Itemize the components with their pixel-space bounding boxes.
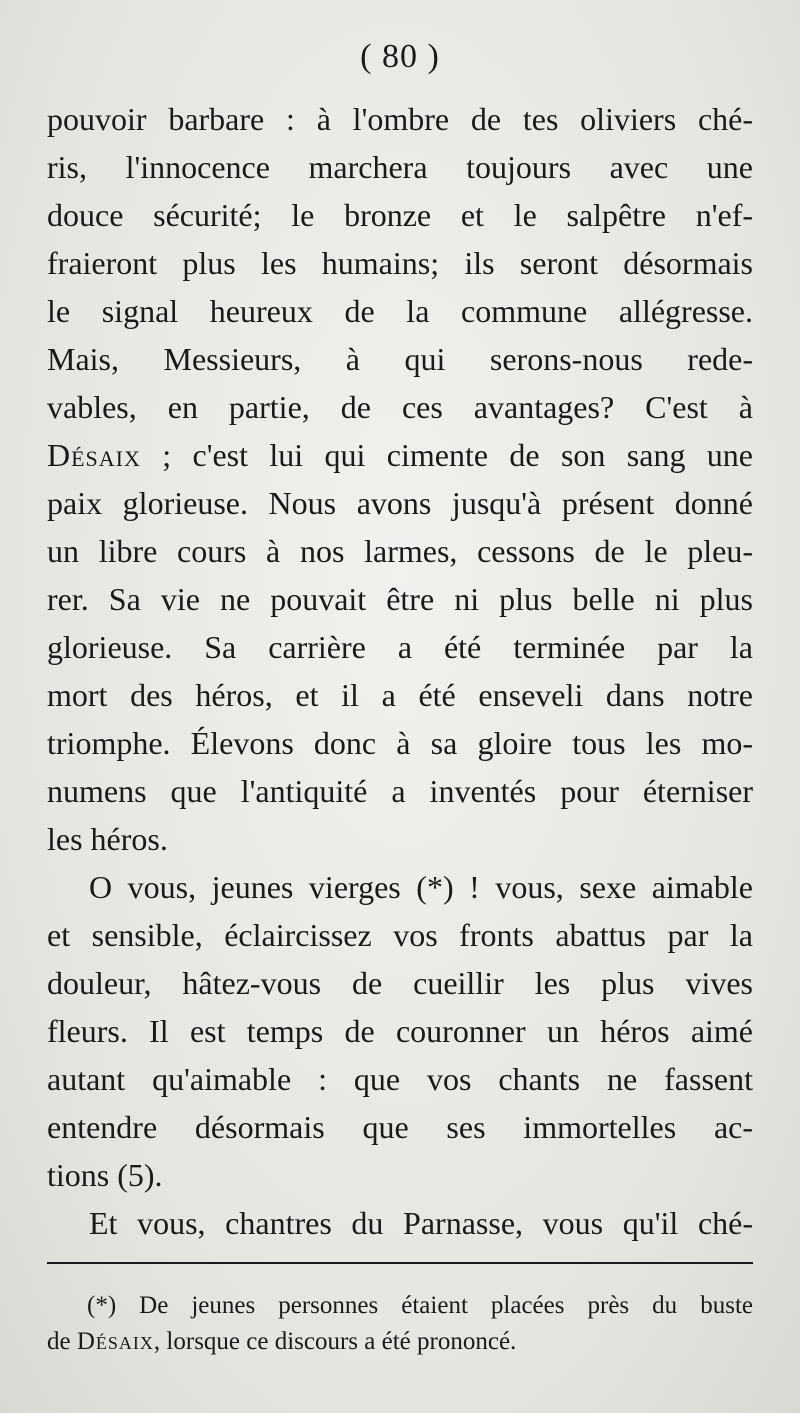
- text-line: douleur, hâtez-vous de cueillir les plus vives: [47, 965, 753, 1001]
- text-line: mort des héros, et il a été enseveli dans notre: [47, 677, 753, 713]
- footnote-line: [47, 1324, 753, 1360]
- text-line: rer. Sa vie ne pouvait être ni plus belle ni plus: [47, 581, 753, 617]
- text-line: autant qu'aimable : que vos chants ne fassent: [47, 1061, 753, 1097]
- text-line: tions (5).: [47, 1157, 163, 1193]
- text-line: pouvoir barbare : à l'ombre de tes oliviers ché-: [47, 101, 753, 137]
- footnote-line: (*) De jeunes personnes étaient placées près du buste: [87, 1292, 753, 1319]
- text-line: les héros.: [47, 821, 168, 857]
- text-line: glorieuse. Sa carrière a été terminée par la: [47, 629, 753, 665]
- text-line: ris, l'innocence marchera toujours avec une: [47, 149, 753, 185]
- text-line: et sensible, éclaircissez vos fronts abattus par la: [47, 917, 753, 953]
- text-line: numens que l'antiquité a inventés pour éterniser: [47, 773, 753, 809]
- body-text: [47, 95, 753, 1247]
- text-line-desaix: [47, 431, 753, 479]
- page-number: ( 80 ): [360, 38, 440, 75]
- text-line: douce sécurité; le bronze et le salpêtre n'ef-: [47, 197, 753, 233]
- text-line: O vous, jeunes vierges (*) ! vous, sexe aimable: [89, 869, 753, 905]
- text-line: Mais, Messieurs, à qui serons-nous rede-: [47, 341, 753, 377]
- footnote-desaix-name: Désaix: [76, 1328, 154, 1355]
- text-line: vables, en partie, de ces avantages? C'est à: [47, 389, 753, 425]
- desaix-line-rest: ; c'est lui qui cimente de son sang une: [140, 437, 753, 473]
- text-line: Et vous, chantres du Parnasse, vous qu'il ché-: [89, 1205, 753, 1241]
- desaix-name: Désaix: [47, 437, 141, 473]
- text-line: entendre désormais que ses immortelles ac-: [47, 1109, 753, 1145]
- text-line: le signal heureux de la commune allégresse.: [47, 293, 753, 329]
- text-line: fraieront plus les humains; ils seront désormais: [47, 245, 753, 281]
- text-line: triomphe. Élevons donc à sa gloire tous les mo-: [47, 725, 753, 761]
- text-line: paix glorieuse. Nous avons jusqu'à présent donné: [47, 485, 753, 521]
- footnote: [47, 1288, 753, 1360]
- footnote-divider: [47, 1262, 753, 1264]
- text-line: fleurs. Il est temps de couronner un héros aimé: [47, 1013, 753, 1049]
- footnote-prefix: de: [47, 1328, 77, 1355]
- footnote-rest: , lorsque ce discours a été prononcé.: [153, 1328, 517, 1355]
- text-line: un libre cours à nos larmes, cessons de le pleu-: [47, 533, 753, 569]
